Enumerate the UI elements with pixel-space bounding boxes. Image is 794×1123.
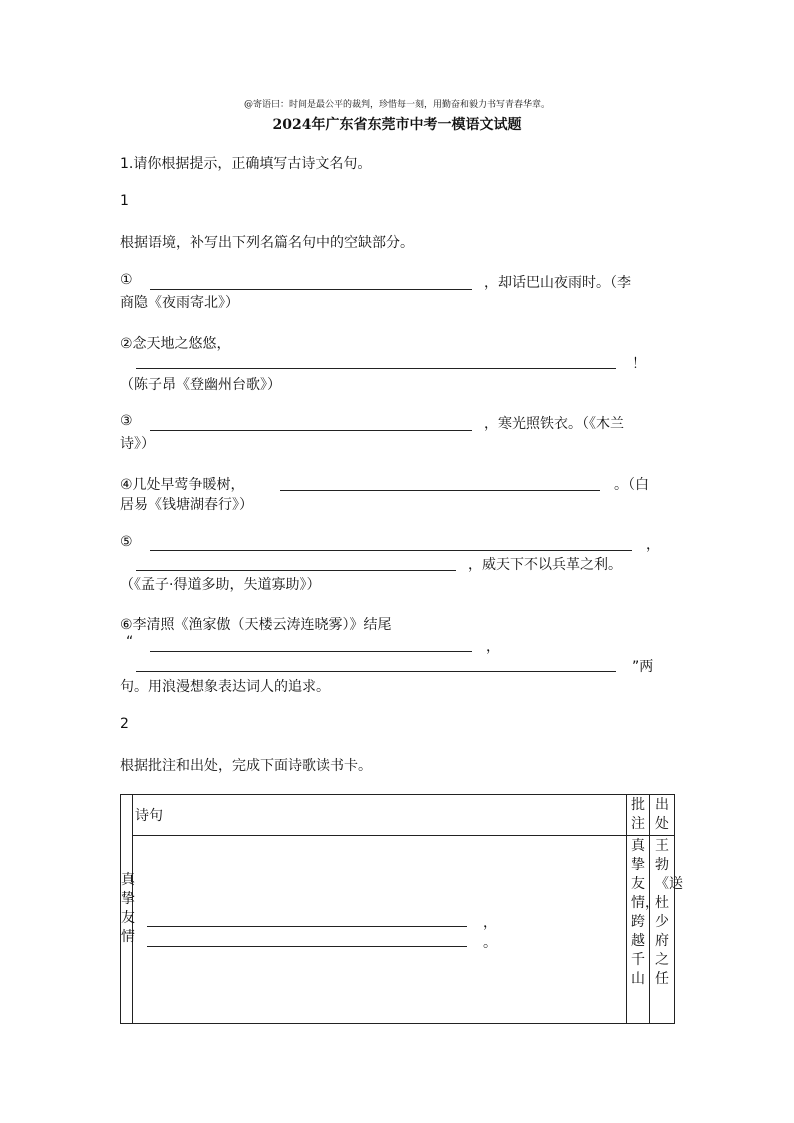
answer-blank[interactable] (150, 430, 472, 431)
reading-card-table (120, 794, 683, 1024)
item-source: 诗》） (120, 436, 155, 452)
poem-punct: ， (483, 915, 497, 931)
answer-blank[interactable] (280, 490, 600, 491)
item-text: ， (486, 639, 500, 655)
answer-blank[interactable] (150, 550, 632, 551)
answer-blank[interactable] (136, 671, 616, 672)
item-source: 商隐《夜雨寄北》） (120, 295, 239, 311)
item-text: ”两 (632, 659, 654, 675)
subquestion-number: 2 (120, 716, 129, 732)
item-text: ④几处早莺争暖树， (120, 477, 245, 493)
page-title: 2024年广东省东莞市中考一模语文试题 (272, 117, 522, 133)
header-poem-cell (133, 795, 627, 836)
source-cell (650, 836, 683, 1024)
header-source-cell (650, 795, 675, 836)
subquestion-instruction: 根据批注和出处，完成下面诗歌读书卡。 (120, 758, 372, 774)
item-text: ，寒光照铁衣。（《木兰 (484, 416, 624, 432)
header-source: 出处 (655, 797, 669, 832)
item-source: 居易《钱塘湖春行》） (120, 497, 253, 513)
header-note-cell (627, 795, 650, 836)
item-text: 。（白 (614, 477, 649, 493)
item-text: ！ (632, 356, 646, 372)
item-marker: ③ (120, 413, 133, 429)
item-text: 句。用浪漫想象表达词人的追求。 (120, 679, 330, 695)
answer-blank[interactable] (136, 570, 456, 571)
header-poem: 诗句 (135, 808, 163, 824)
answer-blank[interactable] (150, 651, 472, 652)
answer-blank[interactable] (136, 368, 616, 369)
item-text: “ (126, 634, 134, 650)
item-marker: ⑤ (120, 534, 133, 550)
answer-blank[interactable] (147, 946, 467, 947)
item-text: ，威天下不以兵革之利。 (468, 557, 622, 573)
item-marker: ① (120, 272, 133, 288)
subquestion-instruction: 根据语境，补写出下列名篇名句中的空缺部分。 (120, 235, 414, 251)
row-label: 真挚友情 (121, 872, 135, 945)
note-cell (627, 836, 659, 1024)
source-text: 王勃《送杜少府之任 (655, 838, 683, 987)
note-text: 真挚友情，跨越千山 (631, 838, 659, 987)
answer-blank[interactable] (147, 926, 467, 927)
item-source: （陈子昂《登幽州台歌》） (120, 377, 281, 393)
answer-blank[interactable] (150, 289, 472, 290)
item-text: ②念天地之悠悠， (120, 336, 231, 352)
row-label-cell (121, 795, 133, 1024)
item-source: （《孟子·得道多助，失道寡助》） (120, 577, 321, 593)
item-text: ，却话巴山夜雨时。（李 (484, 275, 631, 291)
motto-line: @寄语曰：时间是最公平的裁判，珍惜每一刻，用勤奋和毅力书写青春华章。 (243, 100, 550, 110)
poem-punct: 。 (483, 935, 497, 951)
item-text: ⑥李清照《渔家傲（天楼云涛连晓雾）》结尾 (120, 617, 392, 633)
item-text: ， (646, 537, 660, 553)
header-note: 批注 (631, 797, 645, 832)
poem-cell (133, 836, 627, 1024)
subquestion-number: 1 (120, 193, 129, 209)
question-1-heading: 1.请你根据提示，正确填写古诗文名句。 (120, 156, 372, 172)
